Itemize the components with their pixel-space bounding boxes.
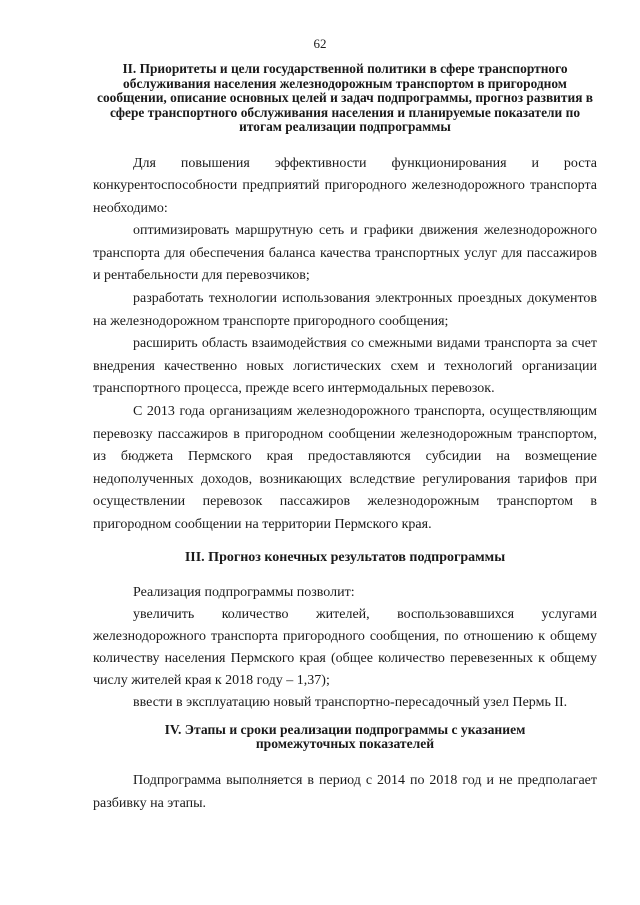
section-3-body [93,582,597,714]
paragraph: увеличить количество жителей, воспользовавшихся услугами железнодорожного транспорта пригородного сообщения, по отношению к общему количеству населения Пермского края (общее количество перевезенных к общему числу жителей края к 2018 году – 1,37); [93,607,597,689]
paragraph: ввести в эксплуатацию новый транспортно-пересадочный узел Пермь II. [133,695,568,711]
paragraph: Для повышения эффективности функционирования и роста конкурентоспособности предприятий пригородного железнодорожного транспорта необходимо: [93,155,597,216]
paragraph: Реализация подпрограммы позволит: [133,585,355,601]
paragraph: разработать технологии использования электронных проездных документов на железнодорожном транспорте пригородного сообщения; [93,291,597,329]
section-3-title: III. Прогноз конечных результатов подпрограммы [184,549,506,565]
page-number: 62 [313,36,327,51]
section-4-body [93,770,597,815]
paragraph: Подпрограмма выполняется в период с 2014 по 2018 год и не предполагает разбивку на этапы. [93,773,597,811]
paragraph: расширить область взаимодействия со смежными видами транспорта за счет внедрения качественно новых логистических схем и технологий организации транспортного процесса, прежде всего интермодальных перевозок. [93,336,597,397]
document-body [93,62,597,815]
paragraph: С 2013 года организациям железнодорожного транспорта, осуществляющим перевозку пассажиров в пригородном сообщении железнодорожным транспортом, из бюджета Пермского края предоставляются субсидии на возмещение недополученных доходов, возникающих вследствие регулирования тарифов при осуществлении перевозок пассажиров железнодорожным транспортом в пригородном сообщении на территории Пермского края. [93,404,597,532]
section-4-title: IV. Этапы и сроки реализации подпрограммы с указанием промежуточных показателей [164,722,526,751]
section-2-body [93,153,597,537]
paragraph: оптимизировать маршрутную сеть и графики движения железнодорожного транспорта для обеспечения баланса качества транспортных услуг для пассажиров и рентабельности для перевозчиков; [93,223,597,284]
spacer [93,135,597,153]
section-2-title: II. Приоритеты и цели государственной политики в сфере транспортного обслуживания населения железнодорожным транспортом в пригородном сообщении, описание основных целей и задач подпрограммы, прогноз развития в сфере транспортного обслуживания населения и планируемые показатели по итогам реализации подпрограммы [97,61,594,134]
